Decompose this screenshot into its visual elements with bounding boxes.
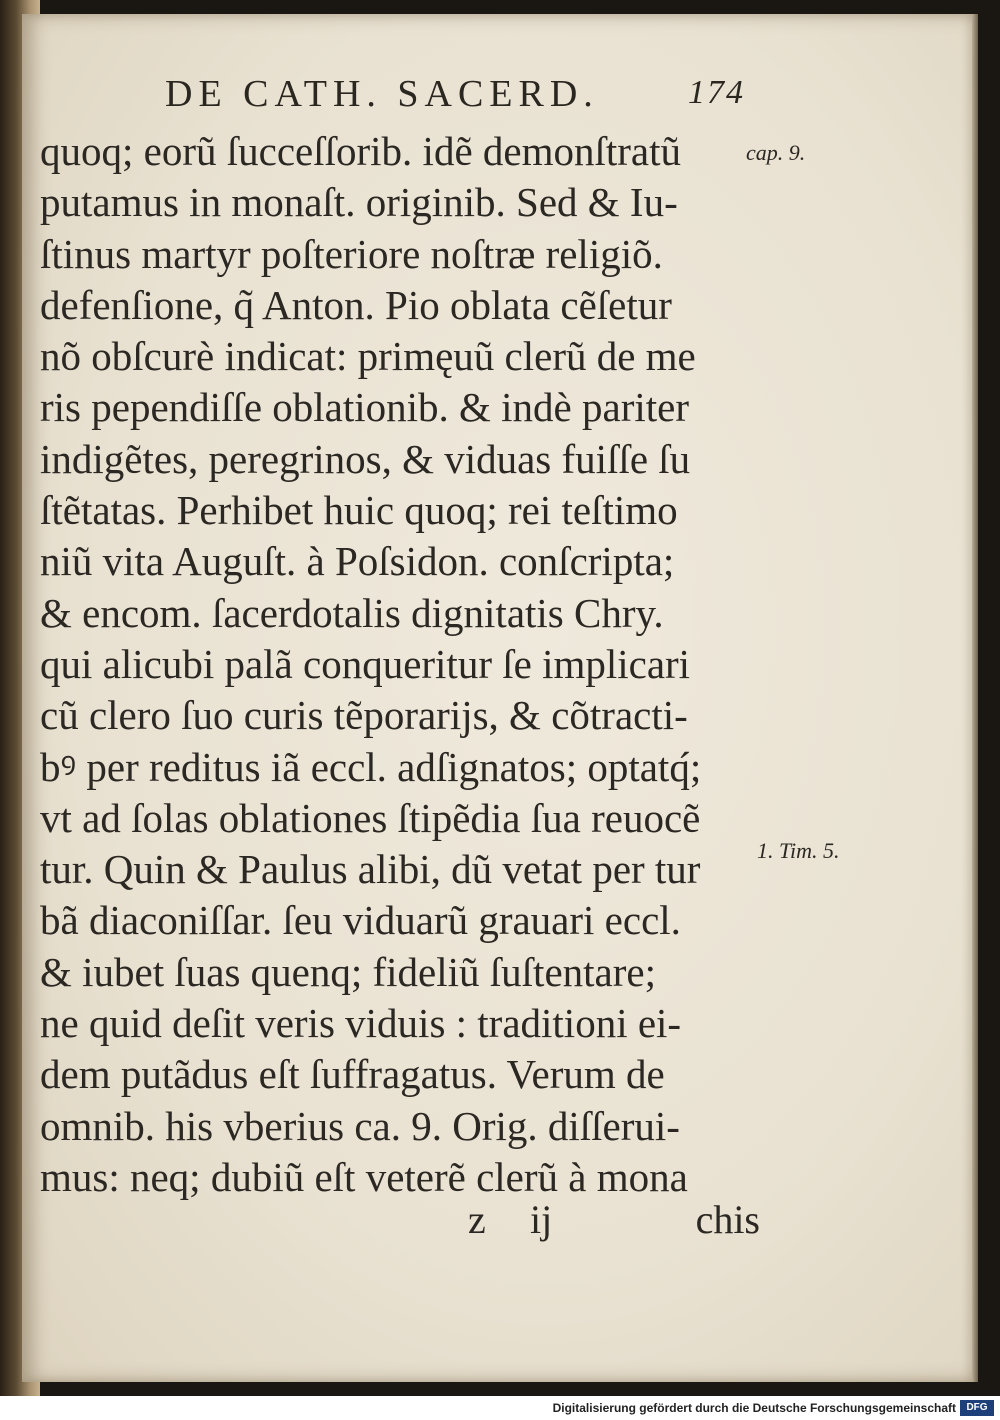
body-text [40,126,760,1203]
marginal-note-tim: 1. Tim. 5. [757,838,840,863]
folio-number: 174 [688,74,745,111]
text-line: tur. Quin & Paulus alibi, dũ vetat per tur [40,846,701,893]
text-line: cũ clero ſuo curis tẽporarijs, & cõtracti- [40,692,688,739]
text-line: qui alicubi palã conqueritur ſe implicari [40,640,691,687]
catchword: chis [695,1197,760,1242]
text-line: defenſione, q̃ Anton. Pio oblata cẽſetur [40,281,672,328]
funding-credit: Digitalisierung gefördert durch die Deutsche Forschungsgemeinschaft [552,1401,956,1415]
signature-line [40,1196,760,1246]
text-line: bꝰ per reditus iã eccl. adſignatos; optatq́; [40,743,702,790]
text-line: omnib. his vberius ca. 9. Orig. diſſerui- [40,1102,680,1149]
text-line: quoq; eorũ ſucceſſorib. idẽ demonſtratũ [40,128,682,174]
dfg-logo: DFG [960,1400,994,1416]
text-line: dem putãdus eſt ſuffragatus. Verum de [40,1051,665,1098]
signature-number: ij [530,1197,553,1242]
text-line: ſtẽtatas. Perhibet huic quoq; rei teſtimo [40,487,678,534]
text-line: mus: neq; dubiũ eſt veterẽ clerũ à mona [40,1153,688,1200]
text-line: niũ vita Auguſt. à Poſsidon. conſcripta; [40,538,675,585]
footer-bar [0,1396,1000,1420]
text-line: putamus in monaſt. originib. Sed & Iu- [40,179,678,226]
running-title: DE CATH. SACERD. [165,73,599,115]
signature-mark: z [468,1197,486,1242]
text-line: indigẽtes, peregrinos, & viduas fuiſſe ſu [40,435,691,482]
text-line: & iubet ſuas quenq; fideliũ ſuſtentare; [40,948,656,995]
page-header [165,72,745,122]
marginal-note-cap: cap. 9. [746,140,806,165]
text-line: ſtinus martyr poſteriore noſtræ religiõ. [40,230,663,277]
text-line: bã diaconiſſar. ſeu viduarũ grauari eccl. [40,897,681,944]
text-line: ne quid deſit veris viduis : traditioni ei- [40,1000,682,1047]
text-line: nõ obſcurè indicat: primęuũ clerũ de me [40,333,696,380]
text-line: ris pependiſſe oblationib. & indè pariter [40,384,689,431]
text-line: & encom. ſacerdotalis dignitatis Chry. [40,589,664,636]
text-line: vt ad ſolas oblationes ſtipẽdia ſua reuocẽ [40,794,701,841]
page-edge [972,14,978,1382]
